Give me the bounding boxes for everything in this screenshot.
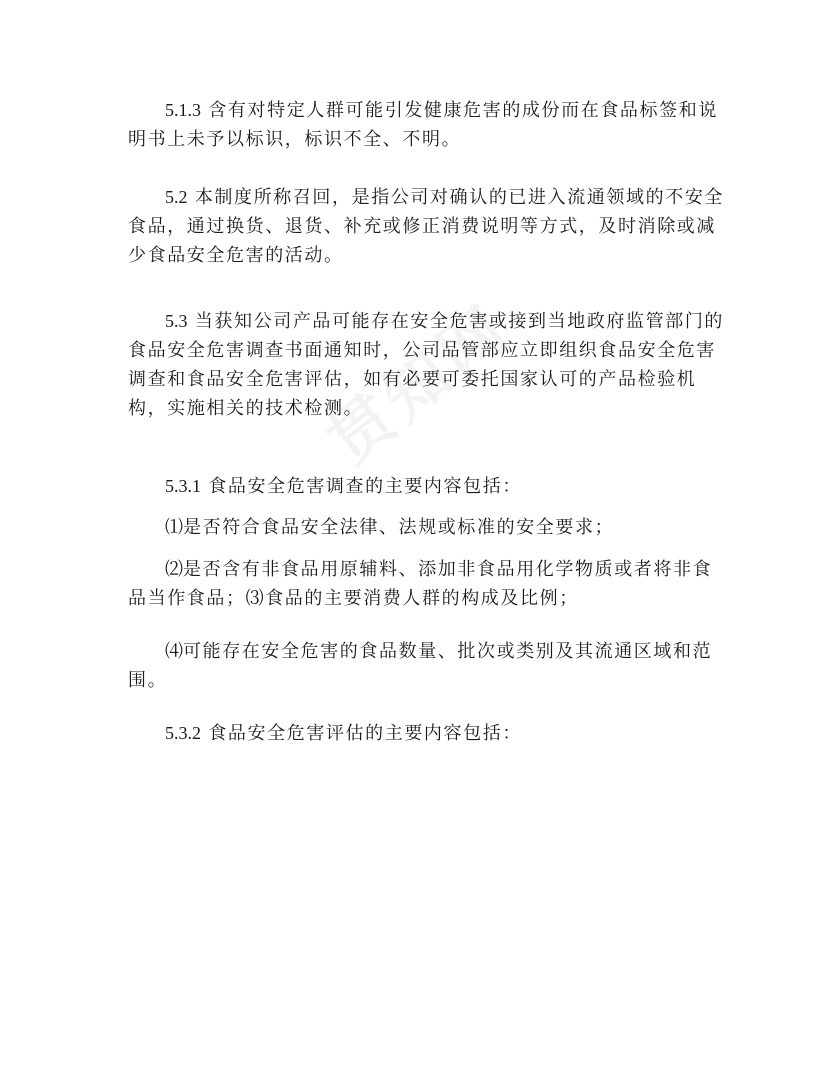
- paragraph-first-line: 5.3 当获知公司产品可能存在安全危害或接到当地政府监管部门的: [165, 311, 725, 332]
- clause-5-3-2: [128, 719, 708, 748]
- paragraph-line: 围。: [128, 670, 168, 691]
- paragraph-line: 食品，通过换货、退货、补充或修正消费说明等方式，及时消除或减: [128, 216, 716, 237]
- paragraph-first-line: 5.3.1 食品安全危害调查的主要内容包括：: [165, 476, 522, 497]
- paragraph-first-line: ⑷可能存在安全危害的食品数量、批次或类别及其流通区域和范: [165, 641, 713, 662]
- paragraph-line: 调查和食品安全危害评估，如有必要可委托国家认可的产品检验机: [128, 369, 697, 390]
- paragraph-first-line: 5.2 本制度所称召回，是指公司对确认的已进入流通领域的不安全: [165, 187, 725, 208]
- paragraph-first-line: 5.1.3 含有对特定人群可能引发健康危害的成份而在食品标签和说: [165, 100, 718, 121]
- clause-5-2: [128, 183, 725, 270]
- clause-number: 5.3.1: [165, 476, 201, 496]
- clause-number: 5.3: [165, 311, 188, 331]
- paragraph-first-line: ⑵是否含有非食品用原辅料、添加非食品用化学物质或者将非食: [165, 559, 713, 580]
- item-number: ⑷: [165, 641, 183, 661]
- clause-5-1-3: [128, 96, 718, 154]
- clause-5-3: [128, 307, 725, 423]
- item-1: [128, 513, 708, 542]
- item-2: [128, 555, 713, 613]
- paragraph-first-line: 5.3.2 食品安全危害评估的主要内容包括：: [165, 723, 522, 744]
- clause-5-3-1: [128, 472, 708, 501]
- paragraph-line: 少食品安全危害的活动。: [128, 245, 344, 266]
- paragraph-first-line: ⑴是否符合食品安全法律、法规或标准的安全要求；: [165, 517, 615, 538]
- paragraph-line: 食品安全危害调查书面通知时，公司品管部应立即组织食品安全危害: [128, 340, 716, 361]
- clause-number: 5.3.2: [165, 723, 201, 743]
- item-4: [128, 637, 713, 695]
- clause-number: 5.1.3: [165, 100, 201, 120]
- item-number: ⑵: [165, 559, 183, 579]
- paragraph-line: 明书上未予以标识，标识不全、不明。: [128, 129, 462, 150]
- paragraph-line: 构，实施相关的技术检测。: [128, 398, 364, 419]
- paragraph-line: 品当作食品；⑶食品的主要消费人群的构成及比例；: [128, 588, 579, 609]
- clause-number: 5.2: [165, 187, 188, 207]
- item-number: ⑴: [165, 517, 183, 537]
